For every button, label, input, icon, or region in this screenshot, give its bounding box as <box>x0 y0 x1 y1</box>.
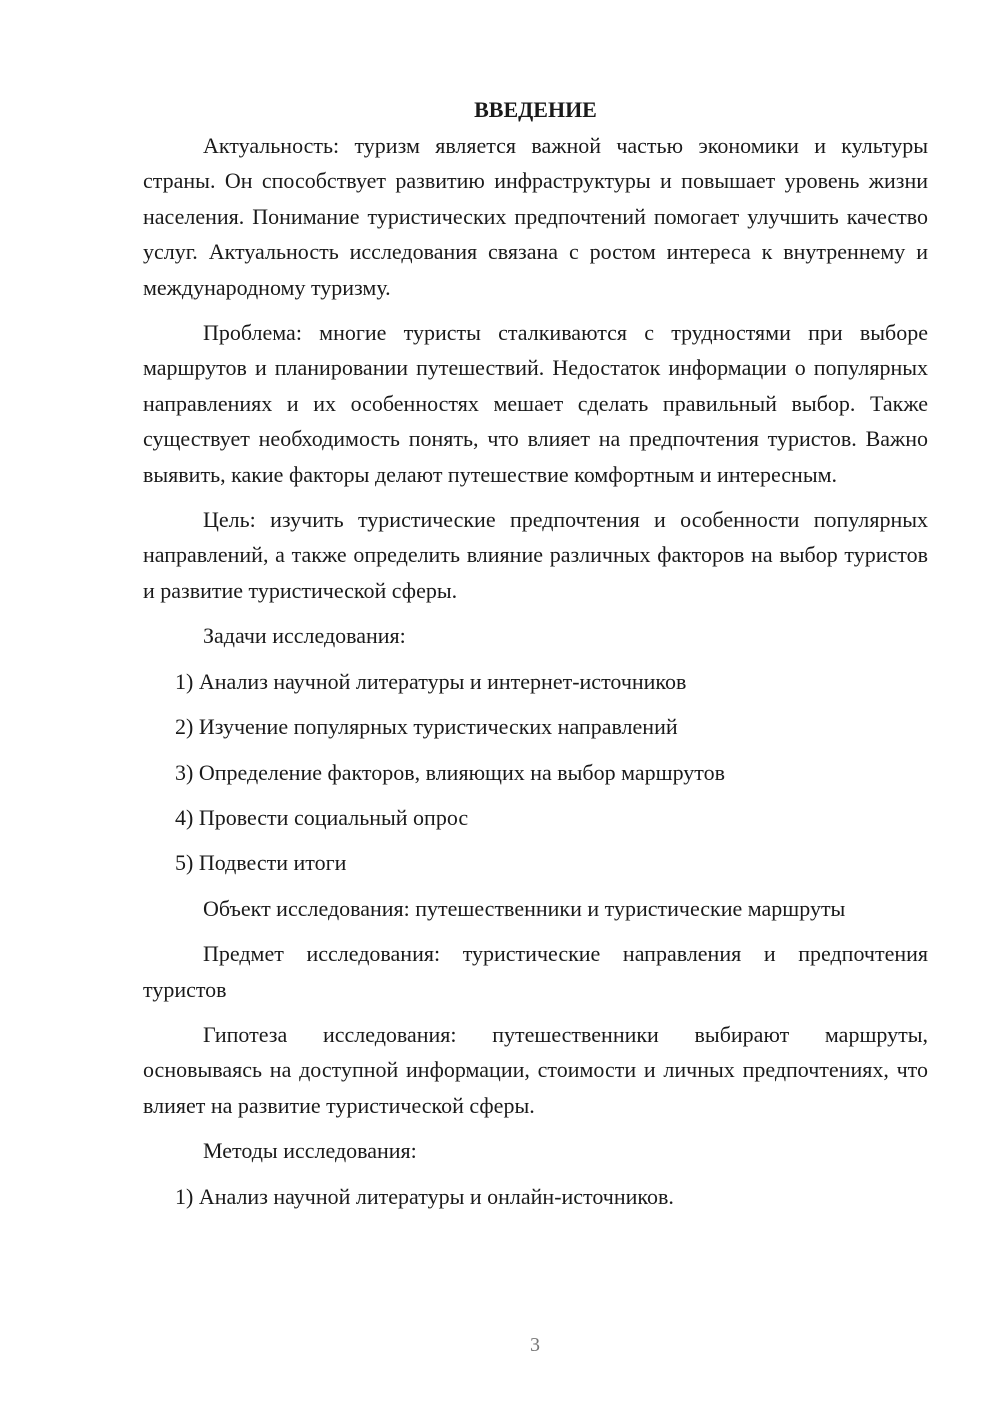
hypothesis-paragraph: Гипотеза исследования: путешественники выбирают маршруты, основываясь на доступной информации, стоимости и личных предпочтениях, что влияет на развитие туристической сферы. <box>143 1021 928 1118</box>
list-item-number: 1) <box>175 668 194 694</box>
page-title: ВВЕДЕНИЕ <box>474 97 597 122</box>
goal-paragraph: Цель: изучить туристические предпочтения и особенности популярных направлений, а также определить влияние различных факторов на выбор туристов и развитие туристической сферы. <box>143 507 928 603</box>
list-item <box>143 664 928 699</box>
list-item-text: Изучение популярных туристических направлений <box>198 714 678 740</box>
problem-paragraph: Проблема: многие туристы сталкиваются с трудностями при выборе маршрутов и планировании путешествий. Недостаток информации о популярных направлениях и их особенностях мешает сделать правильный выбор. Также существует необходимость понять, что влияет на предпочтения туристов. Важно выявить, какие факторы делают путешествие комфортным и интересным. <box>143 320 928 487</box>
list-item-text: Подвести итоги <box>198 850 347 876</box>
list-item-number: 2) <box>175 714 194 740</box>
list-item-text: Провести социальный опрос <box>198 804 469 830</box>
list-item <box>143 800 928 835</box>
relevance-paragraph: Актуальность: туризм является важной частью экономики и культуры страны. Он способствует развитию инфраструктуры и повышает уровень жизни населения. Понимание туристических предпочтений помогает улучшить качество услуг. Актуальность исследования связана с ростом интереса к внутреннему и международному туризму. <box>143 133 928 300</box>
subject-paragraph: Предмет исследования: туристические направления и предпочтения туристов <box>143 941 928 1002</box>
list-item-number: 5) <box>175 850 194 876</box>
page-number: 3 <box>530 1334 540 1356</box>
tasks-list <box>143 664 928 881</box>
list-item-text: Анализ научной литературы и онлайн-источников. <box>198 1183 674 1209</box>
tasks-heading: Задачи исследования: <box>203 623 406 649</box>
list-item-text: Анализ научной литературы и интернет-источников <box>198 668 687 694</box>
list-item-number: 3) <box>175 759 194 785</box>
object-paragraph: Объект исследования: путешественники и туристические маршруты <box>203 895 846 921</box>
list-item-text: Определение факторов, влияющих на выбор маршрутов <box>198 759 726 785</box>
list-item <box>143 1179 928 1214</box>
list-item <box>143 709 928 744</box>
list-item-number: 4) <box>175 804 194 830</box>
methods-list <box>143 1179 928 1214</box>
list-item <box>143 755 928 790</box>
list-item <box>143 845 928 880</box>
document-page <box>143 92 928 1224</box>
methods-heading: Методы исследования: <box>203 1138 417 1164</box>
list-item-number: 1) <box>175 1183 194 1209</box>
